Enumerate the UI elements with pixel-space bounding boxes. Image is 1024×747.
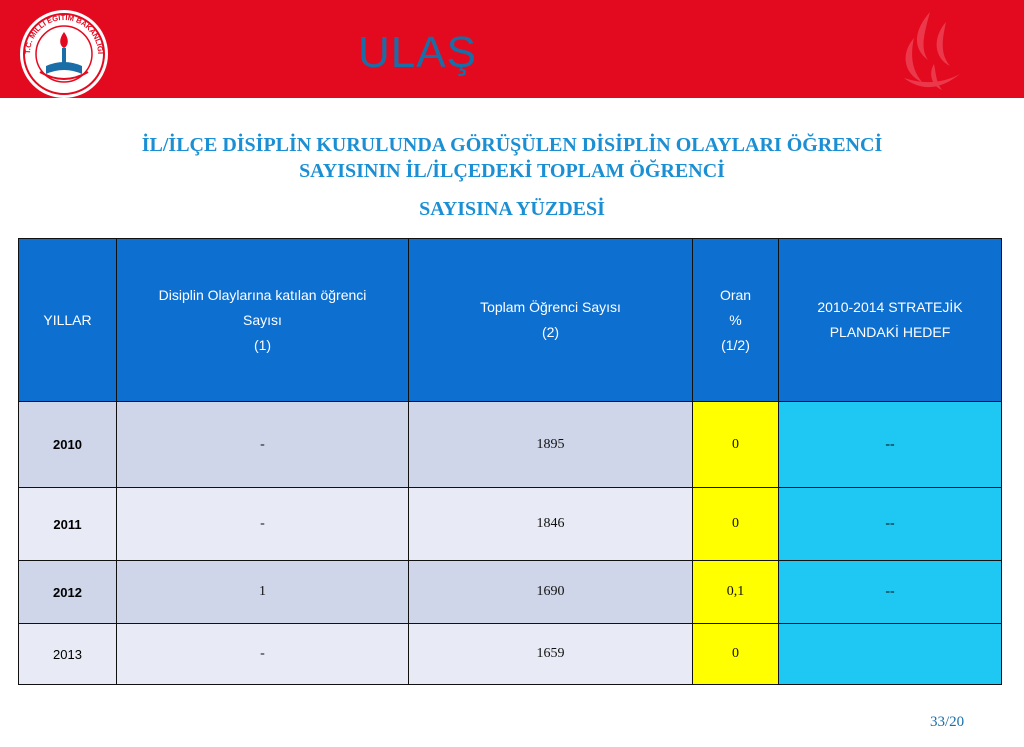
cell-discipline-count: - (117, 624, 409, 685)
cell-ratio: 0 (693, 624, 779, 685)
page-heading (40, 132, 984, 222)
cell-discipline-count: - (117, 488, 409, 561)
table-row (19, 402, 1002, 488)
header-discipline-count: Disiplin Olaylarına katılan öğrenci Sayısı (1) (117, 239, 409, 402)
cell-strategic-target: -- (779, 402, 1002, 488)
cell-total-students: 1659 (409, 624, 693, 685)
slide-title: ULAŞ (358, 28, 477, 77)
header-ratio: Oran % (1/2) (693, 239, 779, 402)
cell-year: 2013 (19, 624, 117, 685)
cell-ratio: 0 (693, 402, 779, 488)
header-band (0, 0, 1024, 98)
cell-discipline-count: 1 (117, 561, 409, 624)
ministry-logo (18, 8, 110, 100)
heading-line-3: SAYISINA YÜZDESİ (419, 198, 605, 220)
cell-discipline-count: - (117, 402, 409, 488)
cell-year: 2011 (19, 488, 117, 561)
cell-strategic-target: -- (779, 561, 1002, 624)
header-years: YILLAR (19, 239, 117, 402)
logo-text: T.C. MİLLİ EĞİTİM BAKANLIĞI (22, 12, 106, 55)
cell-year: 2010 (19, 402, 117, 488)
cell-strategic-target: -- (779, 488, 1002, 561)
flame-icon (884, 8, 974, 100)
cell-ratio: 0 (693, 488, 779, 561)
cell-total-students: 1846 (409, 488, 693, 561)
header-total-students: Toplam Öğrenci Sayısı (2) (409, 239, 693, 402)
header-strategic-target: 2010-2014 STRATEJİK PLANDAKİ HEDEF (779, 239, 1002, 402)
cell-ratio: 0,1 (693, 561, 779, 624)
cell-total-students: 1895 (409, 402, 693, 488)
table-row (19, 488, 1002, 561)
heading-line-1: İL/İLÇE DİSİPLİN KURULUNDA GÖRÜŞÜLEN DİSİPLİN OLAYLARI ÖĞRENCİ (141, 134, 883, 156)
table-header-row (19, 239, 1002, 402)
table-row (19, 561, 1002, 624)
page-number: 33/20 (930, 714, 965, 730)
heading-line-2: SAYISININ İL/İLÇEDEKİ TOPLAM ÖĞRENCİ (299, 160, 725, 182)
cell-year: 2012 (19, 561, 117, 624)
cell-strategic-target (779, 624, 1002, 685)
table-row (19, 624, 1002, 685)
cell-total-students: 1690 (409, 561, 693, 624)
discipline-table (18, 238, 1002, 685)
